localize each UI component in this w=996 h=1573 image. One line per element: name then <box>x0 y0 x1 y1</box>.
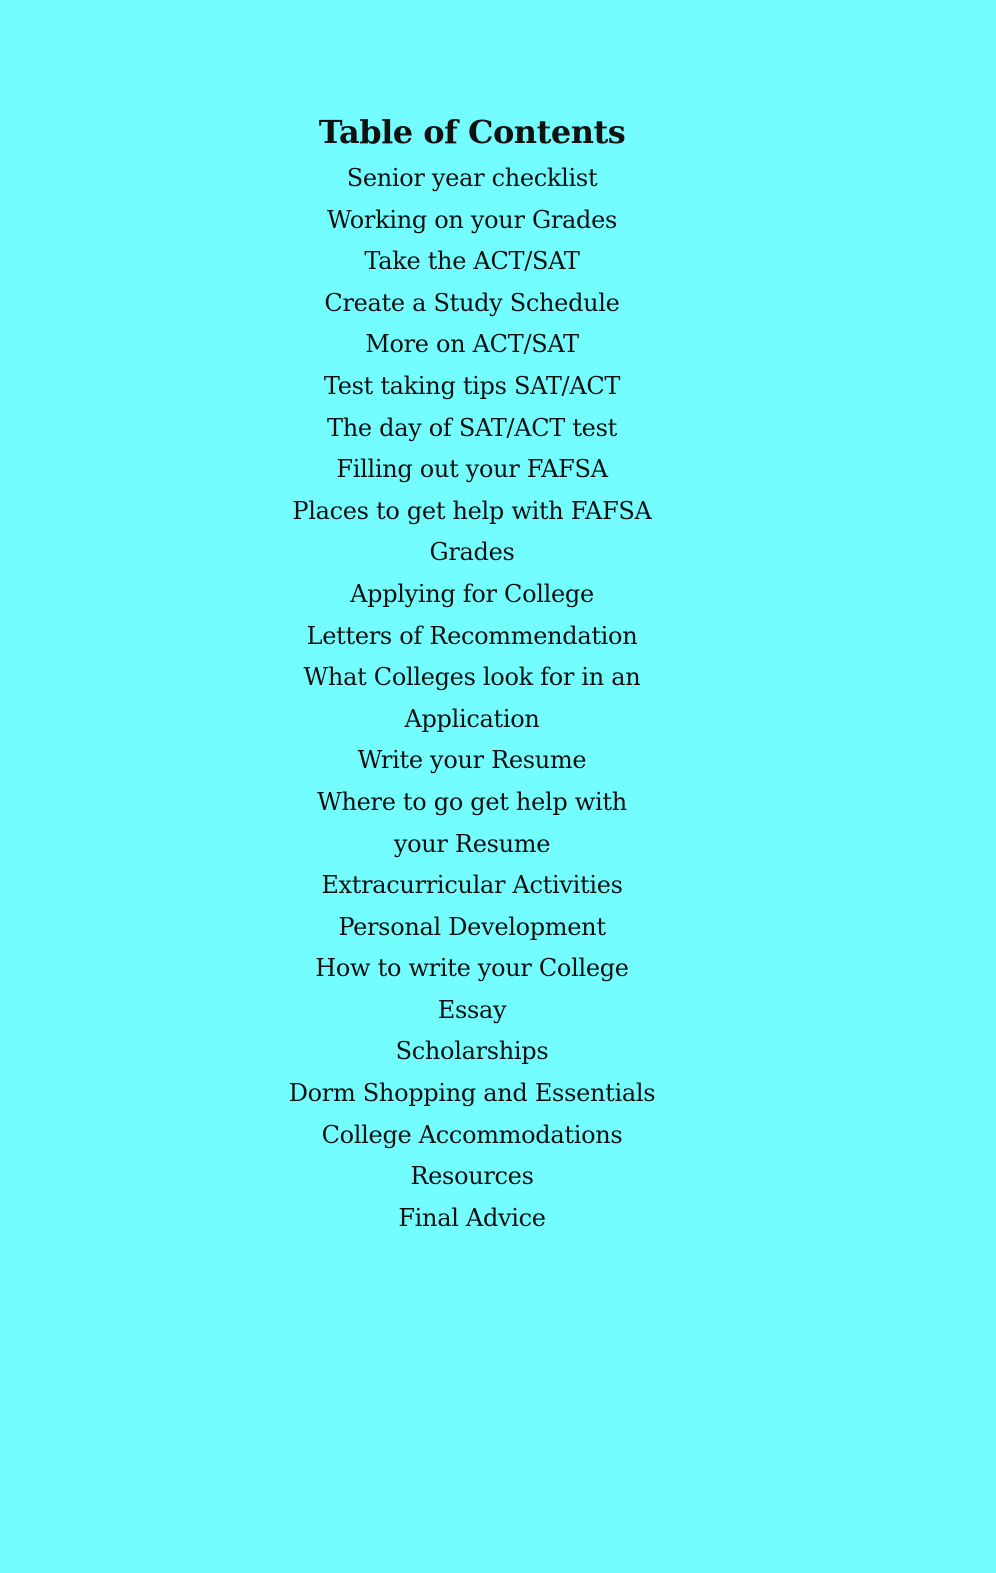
toc-item: Letters of Recommendation <box>306 621 638 650</box>
toc-item: Scholarships <box>395 1037 549 1066</box>
toc-item: Resources <box>410 1162 534 1191</box>
toc-item: Senior year checklist <box>346 164 598 192</box>
toc-item: Extracurricular Activities <box>321 871 623 900</box>
toc-list <box>0 158 944 1239</box>
toc-item: More on ACT/SAT <box>365 330 579 359</box>
toc-item: Create a Study Schedule <box>324 288 620 317</box>
toc-item: College Accommodations <box>321 1120 623 1149</box>
toc-item: How to write your College Essay <box>315 954 629 1024</box>
toc-item: Applying for College <box>350 579 594 608</box>
toc-title: Table of Contents <box>318 113 626 151</box>
toc-item: Filling out your FAFSA <box>336 455 608 484</box>
toc-item: Personal Development <box>338 912 606 941</box>
toc-item: Working on your Grades <box>327 205 617 234</box>
toc-item: Take the ACT/SAT <box>364 247 580 276</box>
toc-item: Where to go get help with your Resume <box>317 787 627 858</box>
toc-item: Write your Resume <box>357 746 587 775</box>
table-of-contents <box>0 110 944 1239</box>
toc-item: What Colleges look for in an Application <box>303 663 641 733</box>
toc-item: Dorm Shopping and Essentials <box>288 1079 656 1108</box>
toc-item: The day of SAT/ACT test <box>327 413 617 442</box>
toc-item: Grades <box>429 538 515 567</box>
toc-item: Final Advice <box>398 1203 546 1232</box>
toc-item: Test taking tips SAT/ACT <box>323 371 621 400</box>
toc-item: Places to get help with FAFSA <box>292 496 652 525</box>
